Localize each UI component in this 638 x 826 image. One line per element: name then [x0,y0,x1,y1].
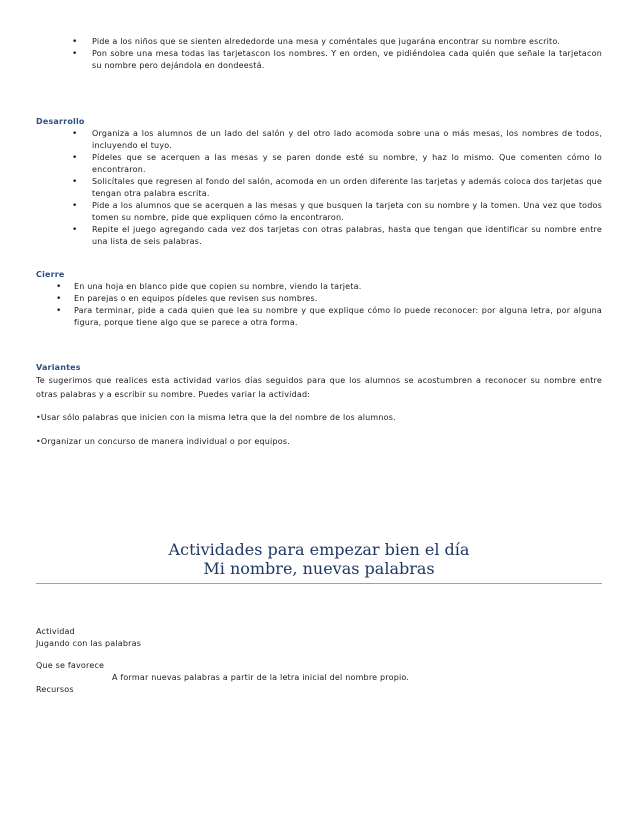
variantes-option: •Usar sólo palabras que inicien con la misma letra que la del nombre de los alumnos. [36,413,396,422]
title-divider [36,583,602,584]
list-item: • Solicítales que regresen al fondo del salón, acomoda en un orden diferente las tarjetas y además coloca dos tarjetas que tengan otra palabra escrita. [36,176,602,200]
actividad-label: Actividad [36,627,75,636]
list-item: • Organiza a los alumnos de un lado del salón y del otro lado acomoda sobre una o más mesas, los nombres de todos, incluyendo el tuyo. [36,128,602,152]
variantes-option: •Organizar un concurso de manera individual o por equipos. [36,437,290,446]
favorece-value: A formar nuevas palabras a partir de la letra inicial del nombre propio. [112,673,410,682]
list-item: • Pide a los niños que se sienten alrededorde una mesa y coméntales que jugarána encontrar su nombre escrito. [36,36,602,48]
variantes-section [36,362,602,448]
activity-info [36,626,602,696]
list-item: • Repite el juego agregando cada vez dos tarjetas con otras palabras, hasta que tengan que identificar su nombre entre una lista de seis palabras. [36,224,602,248]
variantes-paragraph: Te sugerimos que realices esta actividad varios días seguidos para que los alumnos se acostumbren a reconocer su nombre entre otras palabras y a escribir su nombre. Puedes variar la actividad: [36,376,602,399]
section-heading: Cierre [36,270,65,279]
section-heading: Variantes [36,363,81,372]
list-item: • Pide a los alumnos que se acerquen a las mesas y que busquen la tarjeta con su nombre y la tomen. Una vez que todos tomen su nombre, pide que expliquen cómo la encontraron. [36,200,602,224]
actividad-value: Jugando con las palabras [36,639,142,648]
favorece-label: Que se favorece [36,661,105,670]
list-item: • En una hoja en blanco pide que copien su nombre, viendo la tarjeta. [36,281,602,293]
recursos-label: Recursos [36,685,74,694]
list-item: • Pon sobre una mesa todas las tarjetascon los nombres. Y en orden, ve pidiéndolea cada quién que señale la tarjetacon su nombre pero dejándola en dondeestá. [36,48,602,72]
list-item: • Para terminar, pide a cada quien que lea su nombre y que explique cómo lo puede reconocer: por alguna letra, por alguna figura, porque tiene algo que se parece a otra forma. [36,305,602,329]
list-item: • Pídeles que se acerquen a las mesas y se paren donde esté su nombre, y haz lo mismo. Que comenten cómo lo encontraron. [36,152,602,176]
intro-section [36,36,602,72]
section-heading: Desarrollo [36,117,85,126]
cierre-section [36,269,602,329]
desarrollo-section [36,116,602,248]
page-title: Actividades para empezar bien el día [168,540,470,559]
list-item: • En parejas o en equipos pídeles que revisen sus nombres. [36,293,602,305]
page-subtitle: Mi nombre, nuevas palabras [203,559,435,578]
